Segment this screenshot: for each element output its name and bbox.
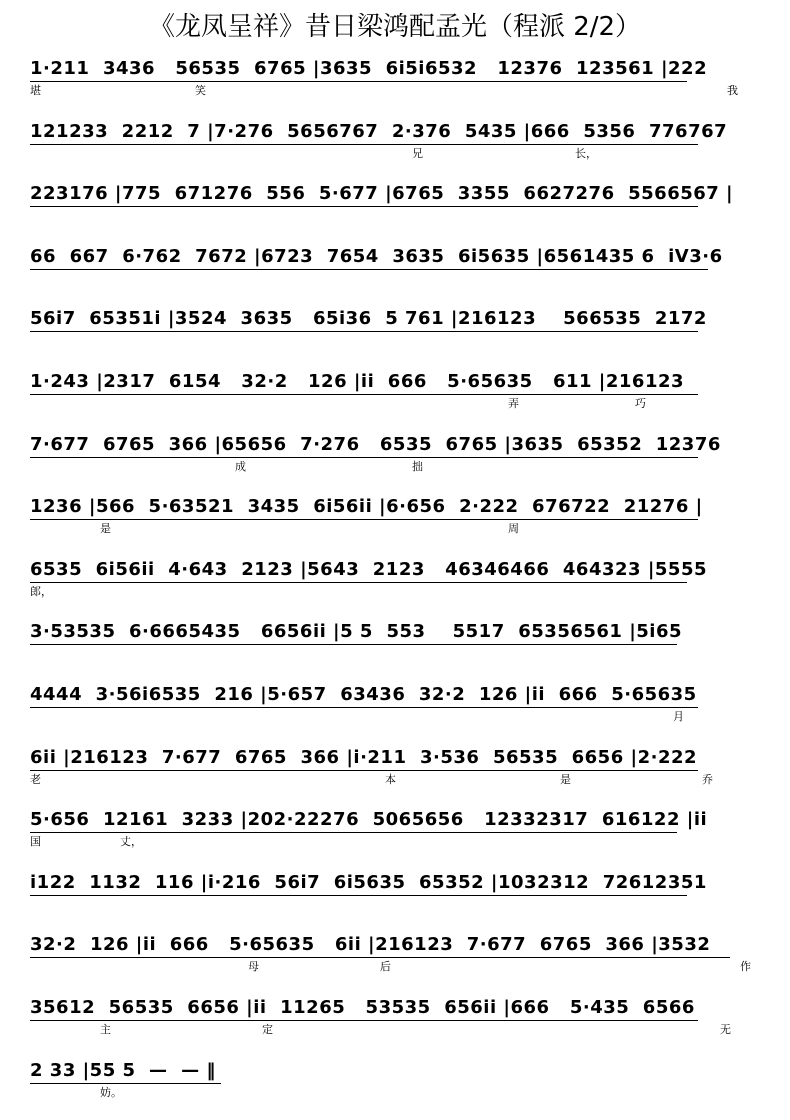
lyric-text: 后 <box>380 960 391 974</box>
score-row <box>30 619 770 681</box>
score-row <box>30 745 770 807</box>
notation-line: 6ii |216123 7·677 6765 366 |i·211 3·536 56535 6656 |2·222 <box>30 746 698 768</box>
lyric-text: 是 <box>100 522 111 536</box>
rhythm-beam <box>30 770 698 771</box>
lyric-text: 是 <box>560 772 571 786</box>
notation-line: 121233 2212 7 |7·276 5656767 2·376 5435 |666 5356 776767 <box>30 120 728 142</box>
lyric-text: 定 <box>262 1023 273 1036</box>
notation-line: 4444 3·56i6535 216 |5·657 63436 32·2 126 |ii 666 5·65635 <box>30 684 697 705</box>
lyric-text: 无 <box>720 1023 731 1036</box>
lyric-text: 乔 <box>702 772 713 786</box>
rhythm-beam <box>30 331 698 332</box>
notation-line: 6535 6i56ii 4·643 2123 |5643 2123 46346466 464323 |5555 <box>30 558 707 580</box>
lyric-text: 拙 <box>412 459 423 473</box>
notation-line: 56i7 65351i |3524 3635 65i36 5 761 |216123 566535 2172 <box>30 308 707 330</box>
rhythm-beam <box>30 519 698 520</box>
lyric-text: 弄 <box>508 397 519 410</box>
lyric-text: 周 <box>508 522 519 536</box>
lyric-text: 笑 <box>195 84 206 97</box>
score-row <box>30 995 770 1057</box>
notation-line: 223176 |775 671276 556 5·677 |6765 3355 6627276 5566567 | <box>30 183 734 205</box>
score-row <box>30 932 770 994</box>
lyric-text: 本 <box>385 772 396 786</box>
rhythm-beam <box>30 644 677 645</box>
score-row <box>30 494 770 556</box>
score-row <box>30 181 770 243</box>
notation-line: 7·677 6765 366 |65656 7·276 6535 6765 |3635 65352 12376 <box>30 433 721 455</box>
lyric-text: 妨。 <box>100 1085 122 1099</box>
score-row <box>30 119 770 181</box>
lyric-text: 成 <box>235 459 246 473</box>
score-row <box>30 557 770 619</box>
notation-line: i122 1132 116 |i·216 56i7 6i5635 65352 |1032312 72612351 <box>30 871 707 893</box>
score-row <box>30 306 770 368</box>
rhythm-beam <box>30 582 687 583</box>
rhythm-beam <box>30 895 687 896</box>
notation-line: 5·656 12161 3233 |202·22276 5065656 12332317 616122 |ii <box>30 809 708 831</box>
score-row <box>30 682 770 744</box>
lyric-text: 国 <box>30 835 41 849</box>
notation-line: 2 33 |55 5 — — ‖ <box>30 1059 216 1081</box>
lyric-text: 老 <box>30 772 41 786</box>
notation-line: 1236 |566 5·63521 3435 6i56ii |6·656 2·222 676722 21276 | <box>30 496 703 518</box>
lyric-text: 巧 <box>635 397 646 410</box>
notation-line: 1·243 |2317 6154 32·2 126 |ii 666 5·65635 611 |216123 <box>30 371 685 392</box>
lyric-text: 堪 <box>30 84 41 97</box>
lyric-text: 我 <box>727 84 738 97</box>
rhythm-beam <box>30 457 698 458</box>
score-row <box>30 56 770 118</box>
notation-line: 35612 56535 6656 |ii 11265 53535 656ii |666 5·435 6566 <box>30 997 695 1018</box>
notation-line: 32·2 126 |ii 666 5·65635 6ii |216123 7·677 6765 366 |3532 <box>30 934 711 956</box>
rhythm-beam <box>30 707 698 708</box>
rhythm-beam <box>30 269 708 270</box>
notation-line: 66 667 6·762 7672 |6723 7654 3635 6i5635 |6561435 6 iV3·6 <box>30 245 723 267</box>
page-title: 《龙凤呈祥》昔日梁鸿配孟光（程派 2/2） <box>148 12 642 42</box>
notation-line: 1·211 3436 56535 6765 |3635 6i5i6532 12376 123561 |222 <box>30 58 708 79</box>
score-row <box>30 369 770 431</box>
rhythm-beam <box>30 1020 698 1021</box>
rhythm-beam <box>30 957 730 958</box>
lyric-text: 兄 <box>412 146 423 160</box>
lyric-text: 主 <box>100 1023 111 1036</box>
score-row <box>30 807 770 869</box>
rhythm-beam <box>30 144 698 145</box>
rhythm-beam <box>30 394 698 395</box>
lyric-text: 月 <box>673 710 684 723</box>
lyric-text: 丈， <box>120 835 142 849</box>
rhythm-beam <box>30 832 677 833</box>
rhythm-beam <box>30 1083 221 1084</box>
lyric-text: 母 <box>248 960 259 974</box>
lyric-text: 作 <box>740 960 751 974</box>
score-row <box>30 870 770 932</box>
notation-line: 3·53535 6·6665435 6656ii |5 5 553 5517 65356561 |5i65 <box>30 621 683 643</box>
rhythm-beam <box>30 81 687 82</box>
score-row <box>30 432 770 494</box>
rhythm-beam <box>30 206 698 207</box>
lyric-text: 长， <box>575 146 597 160</box>
lyric-text: 郎， <box>30 584 52 598</box>
score-row <box>30 1058 770 1120</box>
score-row <box>30 244 770 306</box>
